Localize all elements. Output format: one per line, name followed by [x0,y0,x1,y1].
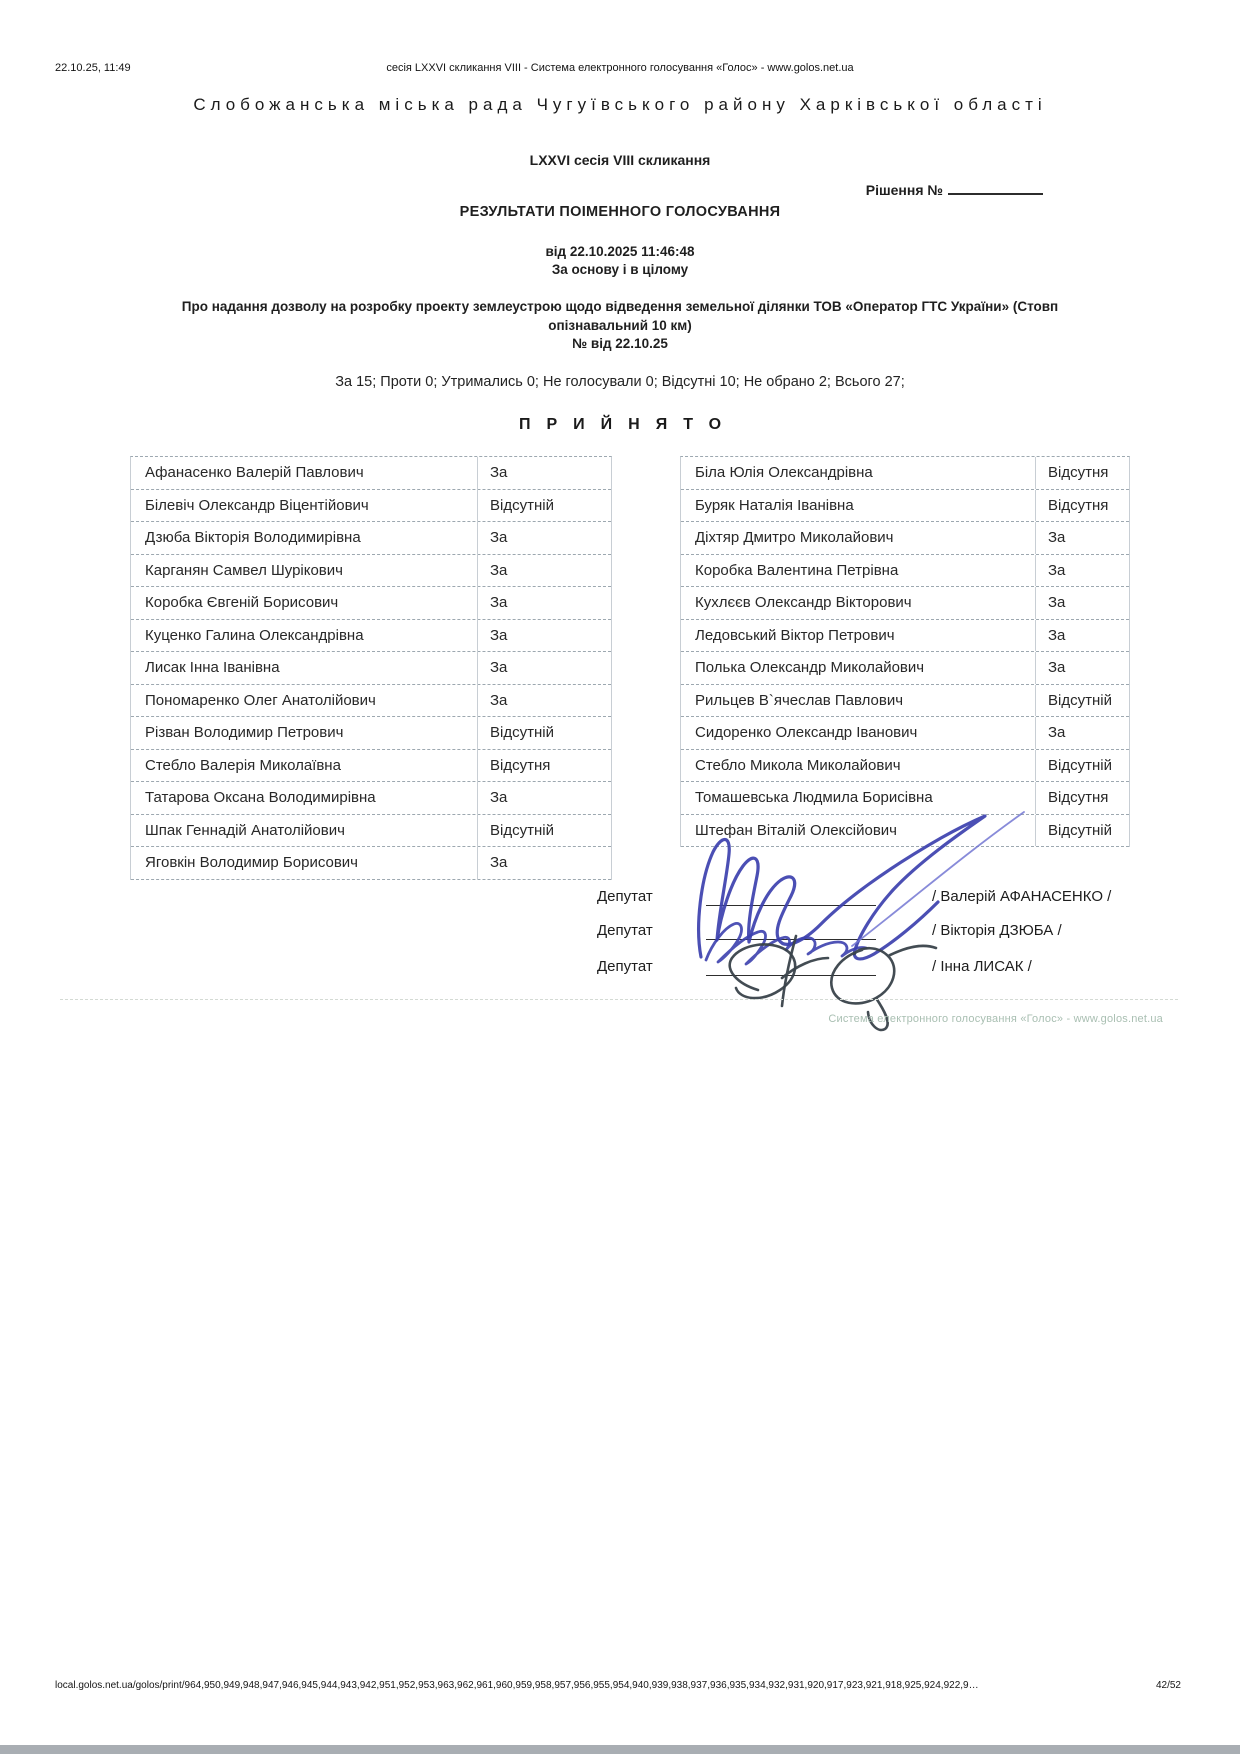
table-row [131,555,611,588]
deputy-name: Татарова Оксана Володимирівна [131,782,478,814]
deputy-name: Штефан Віталій Олексійович [681,815,1036,847]
table-row [681,457,1129,490]
deputy-label: Депутат [597,958,653,975]
print-footer [55,1680,1181,1691]
table-row [131,685,611,718]
decision-blank-line [948,180,1043,195]
signature-line [706,975,876,976]
table-row [681,522,1129,555]
deputy-name: Коробка Євгеній Борисович [131,587,478,619]
vote-value: Відсутній [490,821,554,839]
council-title: Слобожанська міська рада Чугуївського району Харківської області [193,95,1047,114]
deputy-label: Депутат [597,888,653,905]
print-url: local.golos.net.ua/golos/print/964,950,949,948,947,946,945,944,943,942,951,952,953,963,962,961,960,959,958,957,956,955,954,940,939,938,937,936,935,934,932,931,920,917,923,921,918,925,924,922,9… [55,1680,979,1691]
deputy-name: Полька Олександр Миколайович [681,652,1036,684]
results-heading: РЕЗУЛЬТАТИ ПОІМЕННОГО ГОЛОСУВАННЯ [459,204,781,220]
result-accepted: ПРИЙНЯТО [518,416,738,433]
subject-line-1: Про надання дозволу на розробку проекту землеустрою щодо відведення земельної ділянки ТОВ «Оператор ГТС України» (Стовп [181,299,1059,314]
signature-row-2 [0,922,1240,942]
scan-artifact-rule [60,999,1178,1000]
table-row [681,652,1129,685]
table-row [131,717,611,750]
table-row [131,490,611,523]
deputy-name: Яговкін Володимир Борисович [131,847,478,879]
signature-row-1 [0,888,1240,908]
table-row [681,490,1129,523]
vote-value: За [490,789,508,807]
print-date: 22.10.25, 11:49 [55,62,131,74]
vote-table-left [130,456,612,880]
vote-value: Відсутній [1048,756,1112,774]
print-header [0,62,1240,78]
deputy-name: Пономаренко Олег Анатолійович [131,685,478,717]
signature-line [706,939,876,940]
print-page-number: 42/52 [1155,1680,1181,1691]
deputy-signature-name: / Валерій АФАНАСЕНКО / [932,888,1112,905]
vote-value: Відсутній [490,496,554,514]
table-row [131,457,611,490]
table-row [131,652,611,685]
table-row [131,620,611,653]
vote-datetime: від 22.10.2025 11:46:48 [545,244,695,259]
table-row [131,815,611,848]
table-row [681,620,1129,653]
deputy-name: Рильцев В`ячеслав Павлович [681,685,1036,717]
vote-value: Відсутній [490,724,554,742]
table-row [131,522,611,555]
deputy-name: Сидоренко Олександр Іванович [681,717,1036,749]
deputy-name: Біла Юлія Олександрівна [681,457,1036,489]
deputy-name: Кухлєєв Олександр Вікторович [681,587,1036,619]
vote-value: За [1048,626,1066,644]
vote-tally: За 15; Проти 0; Утримались 0; Не голосували 0; Відсутні 10; Не обрано 2; Всього 27; [335,374,905,390]
table-row [681,717,1129,750]
deputy-name: Томашевська Людмила Борисівна [681,782,1036,814]
deputy-signature-name: / Інна ЛИСАК / [932,958,1032,975]
table-row [681,555,1129,588]
signature-row-3 [0,958,1240,978]
table-row [681,750,1129,783]
deputy-name: Стебло Микола Миколайович [681,750,1036,782]
table-row [681,685,1129,718]
table-row [131,847,611,880]
deputy-name: Лисак Інна Іванівна [131,652,478,684]
vote-mode: За основу і в цілому [551,262,689,277]
vote-value: Відсутня [1048,464,1109,482]
vote-value: За [490,594,508,612]
vote-value: За [1048,561,1066,579]
vote-value: За [490,626,508,644]
vote-value: Відсутній [1048,821,1112,839]
vote-value: За [490,561,508,579]
deputy-name: Дзюба Вікторія Володимирівна [131,522,478,554]
print-title: сесія LXXVI скликання VIII - Система електронного голосування «Голос» - www.golos.net.ua [386,62,854,74]
deputy-name: Різван Володимир Петрович [131,717,478,749]
deputy-name: Карганян Самвел Шурікович [131,555,478,587]
vote-value: За [490,464,508,482]
deputy-name: Афанасенко Валерій Павлович [131,457,478,489]
vote-table-right [680,456,1130,847]
table-row [131,587,611,620]
table-row [131,782,611,815]
table-row [681,815,1129,848]
deputy-name: Білевіч Олександр Віцентійович [131,490,478,522]
golos-watermark: Система електронного голосування «Голос» - www.golos.net.ua [828,1013,1163,1025]
table-row [681,782,1129,815]
deputy-name: Діхтяр Дмитро Миколайович [681,522,1036,554]
signature-line [706,905,876,906]
decision-label: Рішення № [865,182,943,198]
decision-number [866,180,1043,198]
vote-value: Відсутній [1048,691,1112,709]
deputy-signature-name: / Вікторія ДЗЮБА / [932,922,1062,939]
deputy-name: Шпак Геннадій Анатолійович [131,815,478,847]
vote-subject [0,298,1240,354]
deputy-name: Стебло Валерія Миколаївна [131,750,478,782]
deputy-name: Буряк Наталія Іванівна [681,490,1036,522]
vote-value: За [490,659,508,677]
vote-value: За [1048,724,1066,742]
scan-page-edge [0,1745,1240,1754]
vote-value: За [1048,529,1066,547]
vote-value: За [1048,659,1066,677]
session-title: LXXVI сесія VIII скликання [529,152,711,168]
deputy-name: Ледовський Віктор Петрович [681,620,1036,652]
vote-value: Відсутня [1048,789,1109,807]
vote-value: За [490,691,508,709]
table-row [681,587,1129,620]
subject-line-2: опізнавальний 10 км) [548,317,692,333]
table-row [131,750,611,783]
deputy-name: Куценко Галина Олександрівна [131,620,478,652]
deputy-name: Коробка Валентина Петрівна [681,555,1036,587]
vote-value: Відсутня [1048,496,1109,514]
vote-value: За [490,854,508,872]
vote-value: Відсутня [490,756,551,774]
subject-number: № від 22.10.25 [572,336,668,351]
vote-value: За [1048,594,1066,612]
deputy-label: Депутат [597,922,653,939]
vote-value: За [490,529,508,547]
